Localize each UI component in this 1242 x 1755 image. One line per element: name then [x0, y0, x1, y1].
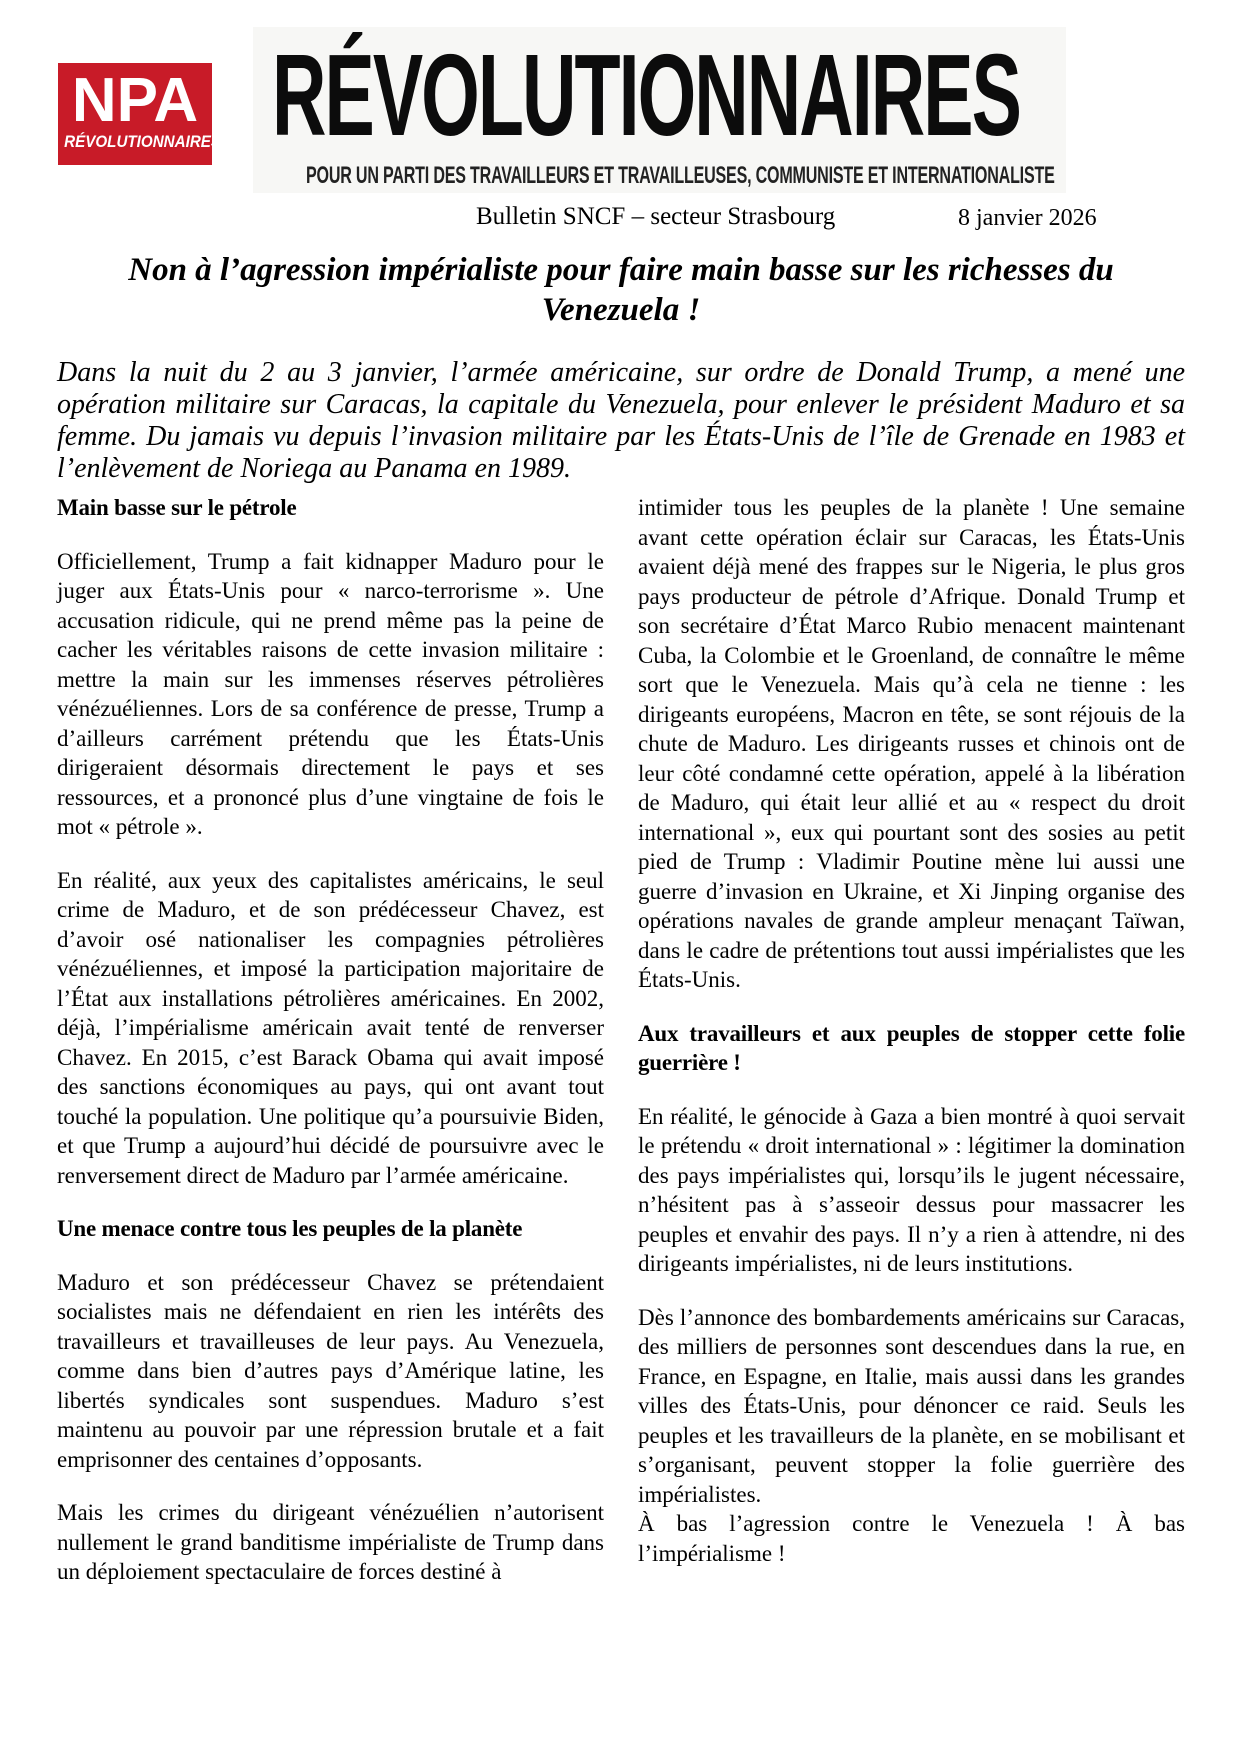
masthead-title: RÉVOLUTIONNAIRES	[272, 30, 1020, 160]
issue-date: 8 janvier 2026	[958, 205, 1097, 231]
left-paragraph-4: Mais les crimes du dirigeant vénézuélien n’autorisent nullement le grand banditisme impérialiste de Trump dans un déploiement spectaculaire de forces destiné à	[57, 1500, 604, 1584]
bulletin-name: Bulletin SNCF – secteur Strasbourg	[476, 203, 836, 230]
npa-logo-subtitle: RÉVOLUTIONNAIRES	[64, 133, 222, 151]
right-paragraph-3: Dès l’annonce des bombardements américains sur Caracas, des milliers de personnes sont descendues dans la rue, en France, en Espagne, en Italie, mais aussi dans les grandes villes des États-Unis, pour dénoncer ce raid. Seuls les peuples et les travailleurs de la planète, en se mobilisant et s’organisant, peuvent stopper la folie guerrière des impérialistes.	[638, 1304, 1185, 1507]
section-heading-stop-war: Aux travailleurs et aux peuples de stopper cette folie guerrière !	[638, 1020, 1185, 1075]
npa-logo	[58, 63, 222, 165]
closing-slogan: À bas l’agression contre le Venezuela ! À bas l’impérialisme !	[638, 1511, 1185, 1566]
section-heading-menace: Une menace contre tous les peuples de la planète	[57, 1216, 523, 1241]
masthead-header	[0, 0, 1242, 196]
intro-paragraph: Dans la nuit du 2 au 3 janvier, l’armée américaine, sur ordre de Donald Trump, a mené une opération militaire sur Caracas, la capitale du Venezuela, pour enlever le président Maduro et sa femme. Du jamais vu depuis l’invasion militaire par les États-Unis de l’île de Grenade en 1983 et l’enlèvement de Noriega au Panama en 1989.	[57, 357, 1185, 484]
bulletin-meta-row	[0, 202, 1242, 234]
masthead-tagline: POUR UN PARTI DES TRAVAILLEURS ET TRAVAILLEUSES, COMMUNISTE ET INTERNATIONALISTE	[306, 162, 1055, 189]
left-paragraph-2: En réalité, aux yeux des capitalistes américains, le seul crime de Maduro, et de son prédécesseur Chavez, est d’avoir osé nationaliser les compagnies pétrolières vénézuéliennes, et imposé la participation majoritaire de l’État aux installations pétrolières américaines. En 2002, déjà, l’impérialisme américain avait tenté de renverser Chavez. En 2015, c’est Barack Obama qui avait imposé des sanctions économiques au pays, qui ont avant tout touché la population. Une politique qu’a poursuivie Biden, et que Trump a aujourd’hui décidé de poursuivre avec le renversement direct de Maduro par l’armée américaine.	[57, 867, 604, 1188]
article-headline: Non à l’agression impérialiste pour faire main basse sur les richesses du Venezuela !	[128, 252, 1114, 328]
npa-logo-acronym: NPA	[71, 66, 199, 135]
right-column	[638, 493, 1185, 1611]
two-column-layout	[57, 493, 1185, 1611]
article-body	[0, 250, 1242, 1611]
left-paragraph-1: Officiellement, Trump a fait kidnapper Maduro pour le juger aux États-Unis pour « narco-terrorisme ». Une accusation ridicule, qui ne prend même pas la peine de cacher les véritables raisons de cette invasion militaire : mettre la main sur les immenses réserves pétrolières vénézuéliennes. Lors de sa conférence de presse, Trump a d’ailleurs carrément prétendu que les États-Unis dirigeraient désormais directement le pays et ses ressources, et a prononcé plus d’une vingtaine de fois le mot « pétrole ».	[57, 548, 604, 839]
left-paragraph-3: Maduro et son prédécesseur Chavez se prétendaient socialistes mais ne défendaient en rien les intérêts des travailleurs et travailleuses de leur pays. Au Venezuela, comme dans bien d’autres pays d’Amérique latine, les libertés syndicales sont suspendues. Maduro s’est maintenu au pouvoir par une répression brutale et a fait emprisonner des centaines d’opposants.	[57, 1269, 604, 1472]
section-heading-oil: Main basse sur le pétrole	[57, 495, 297, 520]
left-column	[57, 493, 604, 1611]
right-paragraph-2: En réalité, le génocide à Gaza a bien montré à quoi servait le prétendu « droit international » : légitimer la domination des pays impérialistes qui, lorsqu’ils le jugent nécessaire, n’hésitent pas à s’asseoir dessus pour massacrer les peuples et envahir des pays. Il n’y a rien à attendre, ni des dirigeants impérialistes, ni de leurs institutions.	[638, 1103, 1185, 1276]
right-paragraph-1: intimider tous les peuples de la planète ! Une semaine avant cette opération éclair sur Caracas, les États-Unis avaient déjà mené des frappes sur le Nigeria, le plus gros pays producteur de pétrole d’Afrique. Donald Trump et son secrétaire d’État Marco Rubio menacent maintenant Cuba, la Colombie et le Groenland, de connaître le même sort que le Venezuela. Mais qu’à cela ne tienne : les dirigeants européens, Macron en tête, se sont réjouis de la chute de Maduro. Les dirigeants russes et chinois ont de leur côté condamné cette opération, appelé à la libération de Maduro, qui était leur allié et au « respect du droit international », eux qui pourtant sont des sosies au petit pied de Trump : Vladimir Poutine mène lui aussi une guerre d’invasion en Ukraine, et Xi Jinping organise des opérations navales de grande ampleur menaçant Taïwan, dans le cadre de prétentions tout aussi impérialistes que les États-Unis.	[638, 495, 1185, 992]
